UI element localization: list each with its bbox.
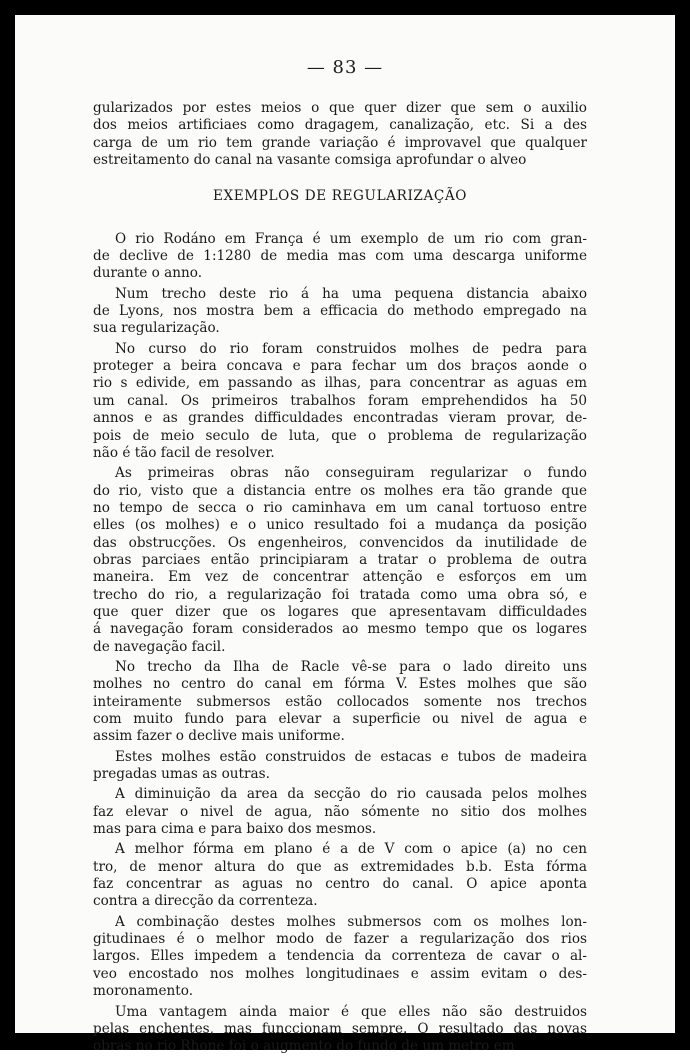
text-line: á navegação foram considerados ao mesmo tempo que os logares xyxy=(93,621,587,638)
text-line: um canal. Os primeiros trabalhos foram emprehendidos ha 50 xyxy=(93,392,587,409)
text-line: A combinação destes molhes submersos com os molhes lon- xyxy=(115,913,587,930)
text-line: faz elevar o nivel de agua, não sómente no sitio dos molhes xyxy=(93,803,587,820)
text-line: Num trecho deste rio á ha uma pequena distancia abaixo xyxy=(115,285,587,302)
text-line: sua regularização. xyxy=(93,320,220,337)
text-line: inteiramente submersos estão collocados somente nos trechos xyxy=(93,693,587,710)
text-line: gitudinaes é o melhor modo de fazer a regularização dos rios xyxy=(93,931,587,948)
paragraph xyxy=(93,1004,587,1056)
text-line: com muito fundo para elevar a superficie ou nivel de agua e xyxy=(93,711,587,727)
paragraph xyxy=(93,341,587,462)
text-line: de navegação facil. xyxy=(93,638,226,655)
text-line: mas para cima e para baixo dos mesmos. xyxy=(93,821,377,838)
text-line: carga de um rio tem grande variação é improvavel que qualquer xyxy=(93,134,587,151)
text-line: tro, de menor altura do que as extremidades b.b. Esta fórma xyxy=(93,858,587,875)
text-line: do rio, visto que a distancia entre os molhes era tão grande que xyxy=(93,482,587,499)
paragraph xyxy=(93,841,587,910)
text-line: annos e as grandes difficuldades encontradas vieram provar, de- xyxy=(93,410,587,427)
text-line: trecho do rio, a regularização foi tratada como uma obra só, e xyxy=(93,586,587,603)
section-heading: EXEMPLOS DE REGULARIZAÇÃO xyxy=(212,188,468,205)
paragraph xyxy=(93,465,587,656)
text-line: pelas enchentes, mas funccionam sempre. O resultado das novas xyxy=(93,1020,587,1037)
text-line: de Lyons, nos mostra bem a efficacia do methodo empregado na xyxy=(93,303,587,320)
text-line: moronamento. xyxy=(93,983,194,1000)
text-line: maneira. Em vez de concentrar attenção e esforços em um xyxy=(93,569,587,586)
text-line: durante o anno. xyxy=(93,265,203,282)
text-line: obras parciaes então principiaram a tratar o problema de outra xyxy=(93,551,587,568)
paragraph xyxy=(93,286,587,338)
text-line: O rio Rodáno em França é um exemplo de um rio com gran- xyxy=(115,230,587,247)
paragraph xyxy=(93,786,587,838)
paragraph xyxy=(93,231,587,283)
text-line: obras no rio Rhone foi o augmento do fundo de um metro em xyxy=(93,1038,515,1055)
text-line: não é tão facil de resolver. xyxy=(93,444,275,461)
text-line: faz concentrar as aguas no centro do canal. O apice aponta xyxy=(93,876,587,893)
document-page xyxy=(15,15,675,1055)
text-line: assim fazer o declive mais uniforme. xyxy=(93,728,345,745)
text-line: das obstrucções. Os engenheiros, convencidos da inutilidade de xyxy=(93,534,587,551)
text-line: No trecho da Ilha de Racle vê-se para o lado direito uns xyxy=(115,658,587,675)
text-line: largos. Elles impedem a tendencia da correnteza de cavar o al- xyxy=(93,948,587,965)
text-line: As primeiras obras não conseguiram regularizar o fundo xyxy=(115,465,587,482)
body-text xyxy=(93,100,587,1059)
page-number: — 83 — xyxy=(306,57,384,78)
text-line: proteger a beira concava e para fechar um dos braços aonde o xyxy=(93,358,587,375)
text-line: molhes no centro do canal em fórma V. Estes molhes que são xyxy=(93,676,587,693)
text-line: No curso do rio foram construidos molhes de pedra para xyxy=(115,340,587,357)
paragraph xyxy=(93,659,587,746)
text-line: de declive de 1:1280 de media mas com uma descarga uniforme xyxy=(93,248,587,265)
text-line: Estes molhes estão construidos de estacas e tubos de madeira xyxy=(115,748,587,765)
text-line: contra a direcção da correnteza. xyxy=(93,893,318,910)
text-line: que quer dizer que os logares que apresentavam difficuldades xyxy=(93,603,587,620)
text-line: pois de meio seculo de luta, que o problema de regularização xyxy=(93,427,587,444)
text-line: estreitamento do canal na vasante comsiga aprofundar o alveo xyxy=(93,152,527,169)
text-line: veo encostado nos molhes longitudinaes e assim evitam o des- xyxy=(93,965,587,982)
text-line: rio s edivide, em passando as ilhas, para concentrar as aguas em xyxy=(93,375,587,392)
text-line: A diminuição da area da secção do rio causada pelos molhes xyxy=(115,786,587,803)
text-line: elles (os molhes) e o unico resultado foi a mudança da posição xyxy=(93,517,587,534)
text-line: no tempo de secca o rio caminhava em um canal tortuoso entre xyxy=(93,499,587,516)
paragraph xyxy=(93,749,587,784)
text-line: gularizados por estes meios o que quer dizer que sem o auxilio xyxy=(93,100,587,116)
paragraph xyxy=(93,100,587,169)
text-line: A melhor fórma em plano é a de V com o apice (a) no cen xyxy=(115,841,587,858)
text-line: dos meios artificiaes como dragagem, canalização, etc. Si a des xyxy=(93,117,587,134)
paragraph xyxy=(93,914,587,1001)
text-line: Uma vantagem ainda maior é que elles não são destruidos xyxy=(115,1003,587,1020)
text-line: pregadas umas as outras. xyxy=(93,766,270,783)
